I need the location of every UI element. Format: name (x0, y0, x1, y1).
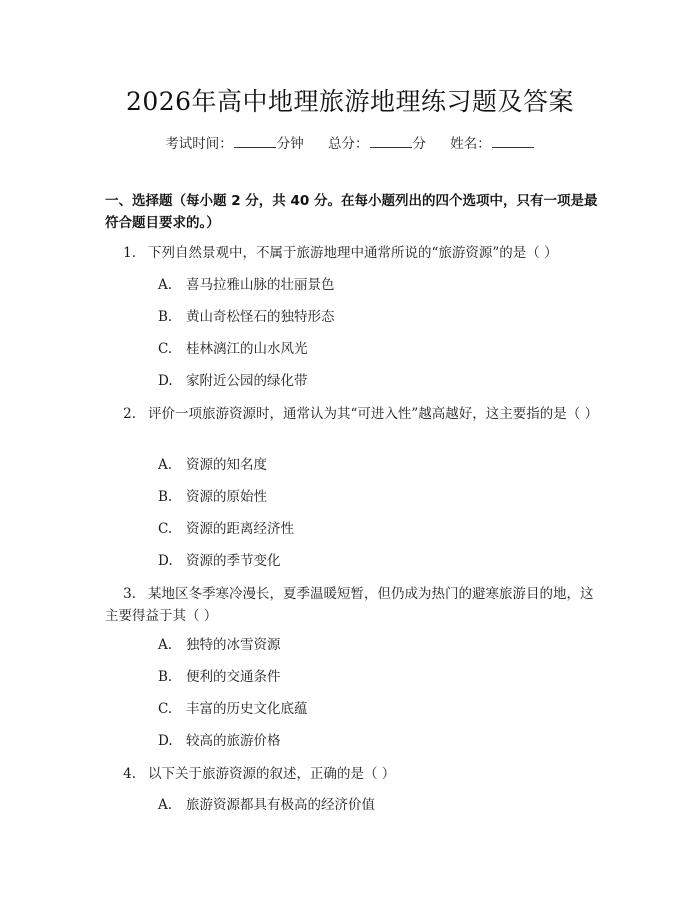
total-score-blank[interactable] (370, 135, 412, 148)
option-text: 资源的知名度 (186, 457, 267, 473)
total-score-field (328, 136, 426, 152)
option-key: A. (158, 277, 173, 293)
option-text: 资源的季节变化 (186, 553, 281, 569)
question-3-option-d[interactable] (158, 731, 281, 751)
option-key: A. (158, 637, 173, 653)
option-key: C. (158, 701, 173, 717)
option-text: 便利的交通条件 (186, 669, 281, 685)
option-text: 桂林漓江的山水风光 (186, 341, 308, 357)
question-2-option-d[interactable] (158, 551, 281, 571)
option-text: 独特的冰雪资源 (186, 637, 281, 653)
question-text: 下列自然景观中，不属于旅游地理中通常所说的“旅游资源”的是（ ） (148, 245, 558, 261)
section-heading: 一、选择题（每小题 2 分，共 40 分。在每小题列出的四个选项中，只有一项是最符合题目要求的。） (105, 193, 598, 231)
exam-time-blank[interactable] (234, 135, 276, 148)
option-key: D. (158, 733, 173, 749)
exam-time-unit: 分钟 (276, 136, 304, 152)
document-title: 2026年高中地理旅游地理练习题及答案 (125, 87, 575, 116)
option-key: B. (158, 669, 173, 685)
exam-time-label: 考试时间： (165, 136, 233, 152)
option-key: B. (158, 489, 173, 505)
total-score-label: 总分： (328, 136, 369, 152)
option-key: B. (158, 309, 173, 325)
question-1-option-a[interactable] (158, 275, 335, 295)
name-blank[interactable] (492, 135, 534, 148)
question-2 (105, 403, 600, 425)
option-text: 家附近公园的绿化带 (186, 373, 308, 389)
question-3-option-a[interactable] (158, 635, 281, 655)
question-text: 以下关于旅游资源的叙述，正确的是（ ） (148, 766, 396, 782)
option-text: 旅游资源都具有极高的经济价值 (186, 797, 375, 813)
option-key: C. (158, 341, 173, 357)
question-3 (105, 583, 600, 627)
option-key: D. (158, 373, 173, 389)
question-3-option-c[interactable] (158, 699, 308, 719)
exam-time-field (165, 136, 304, 152)
question-4 (105, 763, 600, 785)
name-field (450, 136, 535, 152)
option-text: 较高的旅游价格 (186, 733, 281, 749)
option-key: D. (158, 553, 173, 569)
total-score-unit: 分 (412, 136, 426, 152)
question-2-option-c[interactable] (158, 519, 294, 539)
question-2-option-a[interactable] (158, 455, 267, 475)
question-number: 4. (123, 766, 136, 782)
question-1-option-d[interactable] (158, 371, 308, 391)
question-number: 1. (123, 245, 136, 261)
question-2-option-b[interactable] (158, 487, 267, 507)
option-text: 丰富的历史文化底蕴 (186, 701, 308, 717)
option-text: 资源的原始性 (186, 489, 267, 505)
question-4-option-a[interactable] (158, 795, 375, 815)
option-text: 喜马拉雅山脉的壮丽景色 (186, 277, 335, 293)
question-number: 3. (123, 586, 136, 602)
question-1-option-c[interactable] (158, 339, 308, 359)
option-text: 资源的距离经济性 (186, 521, 294, 537)
option-text: 黄山奇松怪石的独特形态 (186, 309, 335, 325)
question-text: 评价一项旅游资源时，通常认为其“可进入性”越高越好，这主要指的是（ ） (148, 406, 599, 422)
exam-meta-line (0, 132, 700, 152)
name-label: 姓名： (450, 136, 491, 152)
question-3-option-b[interactable] (158, 667, 281, 687)
option-key: A. (158, 797, 173, 813)
question-number: 2. (123, 406, 136, 422)
option-key: A. (158, 457, 173, 473)
option-key: C. (158, 521, 173, 537)
question-1 (105, 242, 600, 264)
question-1-option-b[interactable] (158, 307, 335, 327)
question-text: 某地区冬季寒冷漫长，夏季温暖短暂，但仍成为热门的避寒旅游目的地，这主要得益于其（ ） (105, 586, 594, 624)
